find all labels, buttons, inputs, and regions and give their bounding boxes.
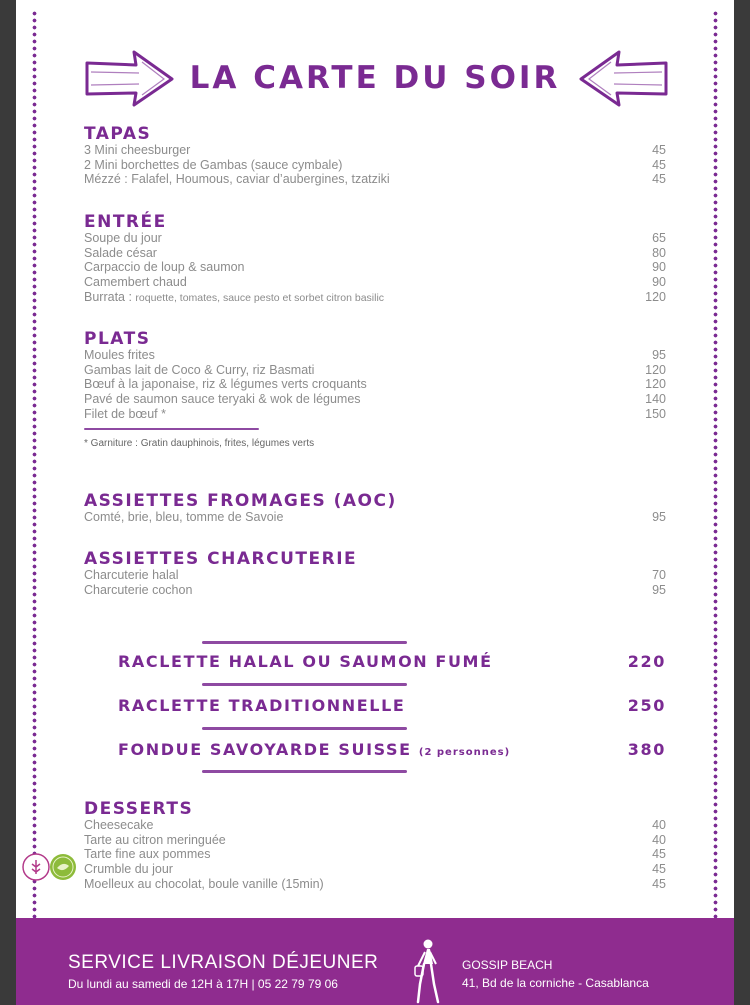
item-price: 45	[652, 143, 666, 157]
item-price: 45	[652, 172, 666, 187]
item-price: 45	[652, 847, 666, 862]
item-price: 95	[652, 510, 666, 524]
menu-item	[84, 158, 666, 173]
item-name: Charcuterie halal	[84, 568, 179, 582]
item-price: 45	[652, 862, 666, 877]
section-desserts-items	[84, 818, 666, 891]
special-item	[118, 696, 666, 715]
item-price: 45	[652, 876, 666, 891]
dotted-border-left	[32, 10, 37, 918]
item-detail: roquette, tomates, sauce pesto et sorbet citron basilic	[135, 291, 385, 304]
special-item	[118, 652, 666, 671]
special-price: 220	[627, 652, 666, 671]
item-name: Pavé de saumon sauce teryaki & wok de légumes	[84, 392, 361, 407]
footer-subtitle: Du lundi au samedi de 12H à 17H | 05 22 79 79 06	[68, 977, 338, 991]
item-name: Cheesecake	[84, 818, 154, 832]
item-name: Carpaccio de loup & saumon	[84, 260, 245, 275]
section-charcuterie-items	[84, 568, 666, 597]
item-name: Tarte au citron meringuée	[84, 832, 226, 847]
item-name: 3 Mini cheesburger	[84, 143, 191, 157]
menu-item	[84, 583, 666, 598]
menu-item	[84, 290, 666, 305]
item-price: 95	[652, 582, 666, 597]
menu-item	[84, 377, 666, 392]
menu-item	[84, 143, 666, 158]
item-name: Charcuterie cochon	[84, 582, 193, 597]
item-price: 140	[645, 392, 666, 407]
menu-page	[16, 0, 734, 918]
item-name: Tarte fine aux pommes	[84, 847, 211, 862]
menu-item	[84, 275, 666, 290]
item-price: 90	[652, 275, 666, 290]
menu-item	[84, 348, 666, 363]
menu-item	[84, 818, 666, 833]
veggie-icon	[49, 853, 77, 881]
item-name: Crumble du jour	[84, 862, 173, 877]
footer-title: SERVICE LIVRAISON DÉJEUNER	[68, 952, 379, 973]
page-title: LA CARTE DU SOIR	[189, 60, 561, 96]
section-plats-items	[84, 348, 666, 421]
item-price: 120	[645, 377, 666, 392]
item-name: 2 Mini borchettes de Gambas (sauce cymbale)	[84, 157, 343, 172]
menu-item	[84, 260, 666, 275]
item-price: 120	[645, 289, 666, 304]
item-name: Moelleux au chocolat, boule vanille (15min)	[84, 876, 324, 891]
menu-item	[84, 847, 666, 862]
section-tapas-items	[84, 143, 666, 187]
item-price: 40	[652, 832, 666, 847]
menu-item	[84, 833, 666, 848]
section-title-fromages: ASSIETTES FROMAGES (AOC)	[84, 491, 397, 511]
special-name: RACLETTE HALAL OU SAUMON FUMÉ	[118, 652, 493, 671]
menu-item	[84, 862, 666, 877]
menu-item	[84, 246, 666, 261]
item-price: 150	[645, 406, 666, 421]
divider-stroke	[202, 641, 407, 644]
item-name: Comté, brie, bleu, tomme de Savoie	[84, 510, 284, 524]
item-price: 40	[652, 818, 666, 832]
item-price: 120	[645, 362, 666, 377]
item-price: 80	[652, 245, 666, 260]
menu-item	[84, 877, 666, 892]
special-sub: (2 personnes)	[418, 747, 511, 758]
item-name: Moules frites	[84, 348, 155, 362]
item-name: Soupe du jour	[84, 231, 162, 245]
garniture-note: * Garniture : Gratin dauphinois, frites, légumes verts	[84, 438, 315, 449]
menu-item	[84, 231, 666, 246]
item-price: 70	[652, 568, 666, 582]
menu-item	[84, 172, 666, 187]
item-name: Gambas lait de Coco & Curry, riz Basmati	[84, 362, 315, 377]
menu-item	[84, 363, 666, 378]
section-title-desserts: DESSERTS	[84, 799, 194, 819]
divider-stroke	[202, 770, 407, 773]
item-name: Salade césar	[84, 245, 157, 260]
menu-item	[84, 392, 666, 407]
menu-item	[84, 568, 666, 583]
item-name: Bœuf à la japonaise, riz & légumes verts croquants	[84, 377, 367, 392]
special-name: RACLETTE TRADITIONNELLE	[118, 696, 406, 715]
divider-stroke	[84, 428, 259, 430]
special-price: 380	[627, 740, 666, 759]
item-price: 65	[652, 231, 666, 245]
special-name: FONDUE SAVOYARDE SUISSE	[118, 740, 412, 759]
item-name: Mézzé : Falafel, Houmous, caviar d’aubergines, tzatziki	[84, 172, 390, 187]
item-price: 95	[652, 348, 666, 362]
menu-item	[84, 407, 666, 422]
footer-venue: GOSSIP BEACH	[462, 958, 553, 972]
divider-stroke	[202, 727, 407, 730]
footer-address: 41, Bd de la corniche - Casablanca	[462, 976, 649, 990]
dotted-border-right	[713, 10, 718, 918]
item-price: 90	[652, 260, 666, 275]
section-title-plats: PLATS	[84, 329, 151, 349]
section-title-charcuterie: ASSIETTES CHARCUTERIE	[84, 549, 358, 569]
item-name: Camembert chaud	[84, 275, 187, 290]
section-title-tapas: TAPAS	[84, 124, 152, 144]
item-price: 45	[652, 157, 666, 172]
item-name: Filet de bœuf *	[84, 406, 166, 421]
woman-silhouette-icon	[408, 938, 444, 1004]
special-item	[118, 740, 666, 759]
divider-stroke	[202, 683, 407, 686]
section-entree-items	[84, 231, 666, 304]
gluten-free-icon	[22, 853, 50, 881]
footer-banner	[16, 918, 734, 1005]
section-fromages-items	[84, 510, 666, 525]
arrow-left-icon	[577, 48, 669, 108]
section-title-entree: ENTRÉE	[84, 212, 167, 232]
menu-item	[84, 510, 666, 525]
special-price: 250	[627, 696, 666, 715]
item-name: Burrata :	[84, 289, 132, 304]
